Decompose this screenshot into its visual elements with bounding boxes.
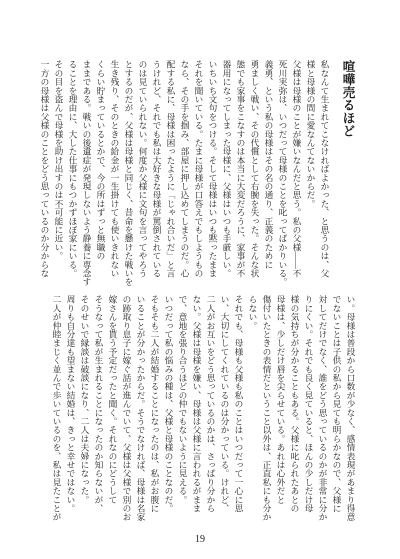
text-line: いちいち文句をつける。そして母様はいつも黙ったまま (208, 60, 218, 278)
text-line: のは見ていられない。何度か父様に文句を言ってやろう (138, 60, 148, 278)
text-line: それを聞いている。たまに母様が口答えでもしようもの (194, 60, 204, 278)
text-line: の跡取り息子に嫁ぐ話が進んでいて、父様は父様で別のお (122, 295, 132, 522)
text-line: そうなって私が生まれることになったのか知らないが、 (94, 295, 104, 513)
text-line: 勇ましく戦い、その代償として右腕を失った。そんな状 (250, 60, 260, 278)
text-line: 傷付いたときの表情だということ以外は、正直私にも分か (262, 295, 272, 522)
text-line: 器用になってしまった母様に、父様はいつも手厳しい。 (222, 60, 232, 278)
text-line: ままである。戦いの後遺症が発現しないよう静養に専念す (82, 60, 92, 287)
text-line: なら、その手を掴み、部屋に押し込めてしまうのだ。心 (180, 60, 190, 278)
text-line: 様と母様の間に愛なんてないからだ。 (306, 60, 316, 208)
text-line: 様の気持ちが分かることもある。父様に叱られたあとの (290, 295, 300, 513)
text-line: 私なんて生まれてこなければよかった、と思うのは、父 (320, 60, 330, 278)
text-line: 母様は、少しだけ唇を尖らせている。あれは心外だと (276, 295, 286, 504)
text-line: くらい貯まっているとかで、今の所はずっと無職の (96, 60, 106, 261)
text-line: 義勇、という私の母様はその名の通り、正義のために (264, 60, 274, 269)
text-line: でないことは子供の私から見ても明らかなので、父様に (332, 295, 342, 513)
text-line: 父様は母様のことが嫌いなんだと思う。私の父様――不 (292, 60, 302, 278)
text-line: い。母様は普段から口数が少なく、感情表現があまり得意 (346, 295, 356, 522)
upper-text-block (38, 60, 332, 288)
text-line: 配する私に、母様は困ったように「じゃれ合いだ」と言 (166, 60, 176, 278)
text-line: それでも、母様も父様も私のことはいつだって一心に思 (234, 295, 244, 513)
text-line: とするのだが、父様は母様と同じく、昔命を懸けた戦いを (124, 60, 134, 287)
text-line: いつだって私の悩みの種は、父様と母様のことなのだ。 (164, 295, 174, 513)
page-number: 19 (195, 534, 205, 545)
text-line: ることを理由に、大した仕事にもつかずほぼ家にいる。 (68, 60, 78, 278)
text-line: りにくい。それでも良く見ていると、ほんの少しだけ母 (304, 295, 314, 513)
text-line: 嫁さんを貰う予定だったと聞く。それなのにどうして (108, 295, 118, 504)
text-line: 死川実弥は、いつだって母様のことを叱ってばかりいる。 (278, 60, 288, 287)
text-line: 周りも自分達も望まない結婚は、きっと幸せではない。 (66, 295, 76, 513)
text-line: で、意地を張り合うほどの仲でもないように見える。 (178, 295, 188, 504)
text-line: 二人が仲睦まじく並んで歩いているのを、私は見たことが (52, 295, 62, 522)
text-line: 態でも家事をこなすのは本当に大変だろうに、家事が不 (236, 60, 246, 278)
chapter-title: 喧嘩売るほど (341, 60, 356, 138)
text-line: 二人がお互いをどう思っているのかは、さっぱり分から (206, 295, 216, 513)
text-line: その目を盗んで母様を助け出すのは不可能に近い。 (54, 60, 64, 261)
text-line: ない。父様は母様を嫌い、母様は父様に言われるがまま (192, 295, 202, 513)
text-line: そもそも二人が結婚することになったのは、私がお腹に (150, 295, 160, 513)
lower-text-block (50, 295, 358, 523)
text-line: い、大切にしてくれているのは分かっている。けれど、 (220, 295, 230, 513)
text-line: そのせいで縁談は破談になり、二人は夫婦になった。 (80, 295, 90, 504)
text-line: 生き残り、そのときの給金が一生掛けても使いきれない (110, 60, 120, 278)
text-line: らない。 (248, 295, 258, 330)
text-line: いることが分かったからだ。そうでなければ、母様は名家 (136, 295, 146, 522)
text-line: うけれど、それでも私は大好きな母様が罵倒されている (152, 60, 162, 278)
text-line: 一方の母様は父様のことをどう思っているのか分からな (40, 60, 50, 278)
text-line: 対してだけでなく、誰をどう思っているのかが非常に分か (318, 295, 328, 522)
